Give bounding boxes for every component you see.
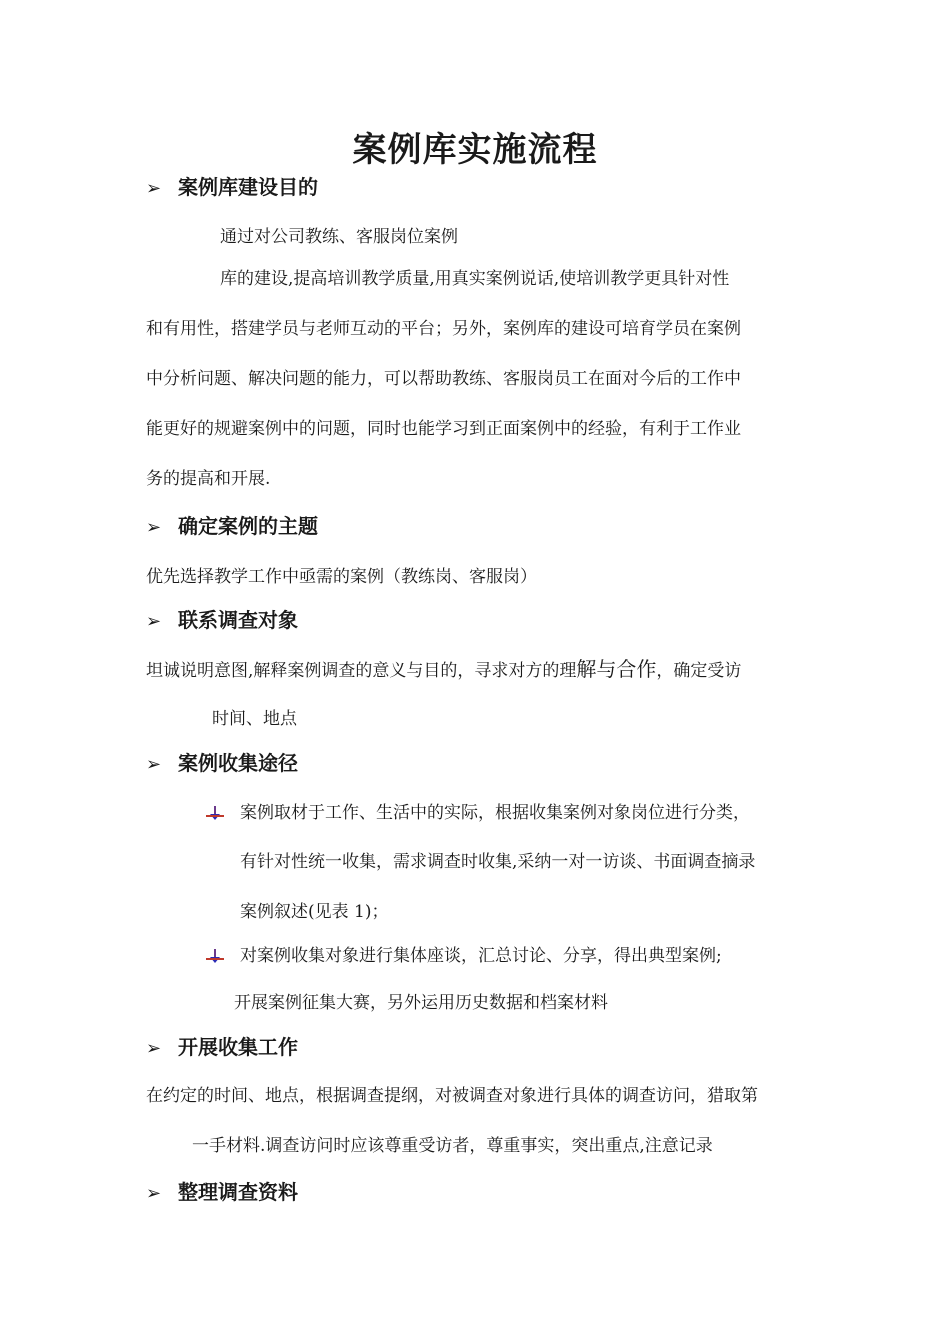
paragraph-line: 中分析问题、解决问题的能力，可以帮助教练、客服岗员工在面对今后的工作中 <box>146 369 741 389</box>
section-heading-text: 整理调查资料 <box>178 1180 298 1204</box>
text-run: ，确定受访 <box>656 661 742 681</box>
paragraph-line: 一手材料.调查访问时应该尊重受访者，尊重事实，突出重点,注意记录 <box>192 1136 713 1156</box>
section-heading <box>146 512 318 542</box>
paragraph-line: 通过对公司教练、客服岗位案例 <box>220 227 458 247</box>
arrow-bullet-icon: ➢ <box>146 517 162 538</box>
paragraph-line: 时间、地点 <box>212 709 297 729</box>
section-heading <box>146 1033 298 1063</box>
paragraph-line: 库的建设,提高培训教学质量,用真实案例说话,使培训教学更具针对性 <box>220 269 730 289</box>
section-heading-text: 案例库建设目的 <box>178 175 318 199</box>
section-heading-text: 案例收集途径 <box>178 751 298 775</box>
text-run-emphasis: 解与合作 <box>576 657 657 681</box>
arrow-bullet-icon: ➢ <box>146 754 162 775</box>
paragraph-line: 务的提高和开展. <box>146 469 271 489</box>
section-heading <box>146 606 298 636</box>
paragraph-line: 在约定的时间、地点，根据调查提纲，对被调查对象进行具体的调查访问，猎取第 <box>146 1086 758 1106</box>
text-run: 坦诚说明意图,解释案例调查的意义与目的，寻求对方的理 <box>146 661 577 681</box>
list-item-line: 案例取材于工作、生活中的实际，根据收集案例对象岗位进行分类， <box>240 803 750 823</box>
arrow-bullet-icon: ➢ <box>146 1183 162 1204</box>
paragraph-line: 和有用性，搭建学员与老师互动的平台；另外，案例库的建设可培育学员在案例 <box>146 319 741 339</box>
section-heading <box>146 1178 298 1208</box>
bullet-arrow-icon <box>204 803 226 823</box>
bullet-arrow-icon <box>204 946 226 966</box>
list-item-line: 对案例收集对象进行集体座谈，汇总讨论、分享，得出典型案例; <box>240 946 722 966</box>
paragraph-line: 优先选择教学工作中亟需的案例（教练岗、客服岗） <box>146 567 537 587</box>
list-item-line: 有针对性统一收集，需求调查时收集,采纳一对一访谈、书面调查摘录 <box>240 852 756 872</box>
section-heading-text: 确定案例的主题 <box>178 514 318 538</box>
arrow-bullet-icon: ➢ <box>146 1038 162 1059</box>
paragraph-line: 能更好的规避案例中的问题，同时也能学习到正面案例中的经验，有利于工作业 <box>146 419 741 439</box>
section-heading <box>146 173 318 203</box>
list-item-line: 案例叙述(见表 1)； <box>240 902 389 922</box>
arrow-bullet-icon: ➢ <box>146 611 162 632</box>
section-heading-text: 联系调查对象 <box>178 608 298 632</box>
paragraph-line: 开展案例征集大赛，另外运用历史数据和档案材料 <box>234 993 608 1013</box>
section-heading <box>146 749 298 779</box>
arrow-bullet-icon: ➢ <box>146 178 162 199</box>
document-title: 案例库实施流程 <box>352 130 598 170</box>
section-heading-text: 开展收集工作 <box>178 1035 298 1059</box>
paragraph-line <box>146 656 741 684</box>
